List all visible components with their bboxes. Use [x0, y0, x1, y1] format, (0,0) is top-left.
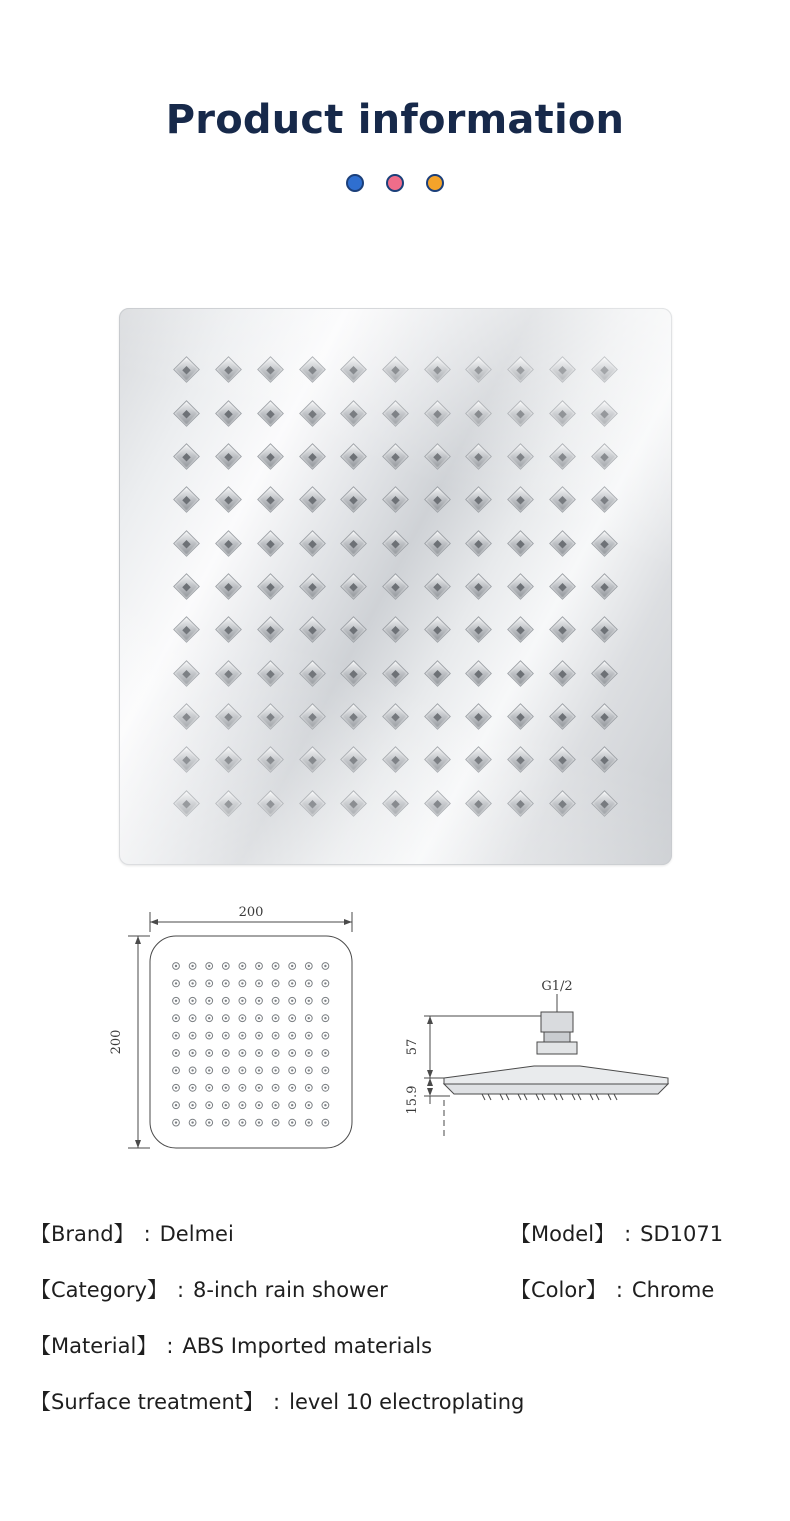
dot-orange-icon: [426, 174, 444, 192]
nozzle-icon: [340, 573, 367, 600]
nozzle-icon: [591, 660, 618, 687]
page-title: Product information: [165, 97, 625, 143]
nozzle-icon: [466, 660, 493, 687]
drawing-nozzle-center-icon: [241, 1087, 243, 1089]
nozzle-icon: [591, 747, 618, 774]
nozzle-icon: [257, 573, 284, 600]
nozzle-icon: [549, 616, 576, 643]
nozzle-icon: [257, 530, 284, 557]
nozzle-icon: [591, 443, 618, 470]
spec-value: Delmei: [159, 1222, 234, 1246]
spec-key: 【Material】: [30, 1334, 158, 1358]
spec-surface-treatment: [30, 1386, 524, 1416]
nozzle-icon: [466, 703, 493, 730]
drawing-nozzle-center-icon: [324, 965, 326, 967]
nozzle-icon: [424, 790, 451, 817]
spec-model: [510, 1218, 723, 1248]
spec-colon: :: [143, 1222, 151, 1246]
nozzle-icon: [299, 703, 326, 730]
nozzle-icon: [424, 747, 451, 774]
drawing-nozzle-center-icon: [308, 982, 310, 984]
spec-value: level 10 electroplating: [289, 1390, 525, 1414]
nozzle-icon: [299, 660, 326, 687]
nozzle-icon: [424, 486, 451, 513]
spec-colon: :: [176, 1278, 185, 1302]
nozzle-icon: [507, 703, 534, 730]
nozzle-icon: [215, 660, 242, 687]
nozzle-icon: [257, 356, 284, 383]
nozzle-icon: [382, 530, 409, 557]
nozzle-icon: [591, 573, 618, 600]
nozzle-icon: [507, 530, 534, 557]
nozzle-icon: [215, 443, 242, 470]
front-height-label: 200: [109, 1029, 124, 1055]
nozzle-icon: [549, 486, 576, 513]
drawing-nozzle-center-icon: [191, 1034, 193, 1036]
drawing-nozzle-center-icon: [175, 1087, 177, 1089]
drawing-nozzle-center-icon: [208, 1034, 210, 1036]
nozzle-icon: [507, 660, 534, 687]
spec-colon: :: [166, 1334, 174, 1358]
drawing-nozzle-center-icon: [191, 1121, 193, 1123]
drawing-nozzle-center-icon: [225, 982, 227, 984]
nozzle-icon: [549, 573, 576, 600]
nozzle-icon: [299, 616, 326, 643]
drawing-nozzle-center-icon: [241, 982, 243, 984]
nozzle-icon: [549, 790, 576, 817]
nozzle-icon: [382, 660, 409, 687]
nozzle-icon: [173, 616, 200, 643]
drawing-nozzle-center-icon: [274, 1017, 276, 1019]
drawing-nozzle-center-icon: [324, 1034, 326, 1036]
nozzle-icon: [173, 573, 200, 600]
drawing-nozzle-center-icon: [175, 965, 177, 967]
nozzle-icon: [340, 486, 367, 513]
drawing-nozzle-center-icon: [258, 1087, 260, 1089]
nozzle-icon: [424, 400, 451, 427]
dot-pink-icon: [386, 174, 404, 192]
drawing-nozzle-center-icon: [225, 1000, 227, 1002]
nozzle-icon: [549, 747, 576, 774]
drawing-nozzle-center-icon: [225, 1087, 227, 1089]
drawing-nozzle-center-icon: [291, 1034, 293, 1036]
nozzle-icon: [507, 356, 534, 383]
nozzle-icon: [257, 790, 284, 817]
nozzle-icon: [215, 747, 242, 774]
drawing-nozzle-center-icon: [308, 1052, 310, 1054]
drawing-nozzle-center-icon: [208, 1121, 210, 1123]
nozzle-icon: [299, 573, 326, 600]
nozzle-grid: [166, 348, 625, 825]
drawing-nozzle-center-icon: [225, 965, 227, 967]
spec-value: SD1071: [640, 1222, 724, 1246]
drawing-nozzle-center-icon: [291, 1069, 293, 1071]
drawing-nozzle-center-icon: [274, 1121, 276, 1123]
spec-key: 【Surface treatment】: [30, 1390, 265, 1414]
drawing-nozzle-center-icon: [241, 1052, 243, 1054]
drawing-nozzle-center-icon: [208, 1000, 210, 1002]
nozzle-icon: [173, 790, 200, 817]
drawing-nozzle-center-icon: [274, 982, 276, 984]
nozzle-icon: [173, 443, 200, 470]
nozzle-icon: [173, 703, 200, 730]
spec-value: 8-inch rain shower: [193, 1278, 388, 1302]
nozzle-icon: [466, 356, 493, 383]
nozzle-icon: [507, 616, 534, 643]
nozzle-icon: [382, 443, 409, 470]
drawing-nozzle-center-icon: [191, 1087, 193, 1089]
nozzle-icon: [549, 400, 576, 427]
spec-value: ABS Imported materials: [182, 1334, 433, 1358]
nozzle-icon: [466, 573, 493, 600]
nozzle-icon: [173, 530, 200, 557]
nozzle-icon: [466, 616, 493, 643]
nozzle-icon: [591, 790, 618, 817]
nozzle-icon: [215, 356, 242, 383]
decorative-dots: [0, 174, 790, 192]
nozzle-icon: [340, 616, 367, 643]
drawing-nozzle-center-icon: [308, 965, 310, 967]
drawing-nozzle-center-icon: [225, 1104, 227, 1106]
drawing-nozzle-center-icon: [291, 1052, 293, 1054]
drawing-nozzle-center-icon: [291, 1000, 293, 1002]
nozzle-icon: [507, 790, 534, 817]
nozzle-icon: [340, 356, 367, 383]
drawing-nozzle-center-icon: [308, 1087, 310, 1089]
drawing-nozzle-center-icon: [308, 1017, 310, 1019]
drawing-nozzle-center-icon: [191, 1017, 193, 1019]
spec-key: 【Category】: [30, 1278, 168, 1302]
spec-list: [30, 1218, 770, 1442]
nozzle-icon: [466, 747, 493, 774]
drawing-nozzle-center-icon: [324, 1104, 326, 1106]
drawing-nozzle-center-icon: [291, 1017, 293, 1019]
front-width-label: 200: [238, 905, 264, 920]
nozzle-icon: [382, 790, 409, 817]
nozzle-icon: [382, 747, 409, 774]
dot-blue-icon: [346, 174, 364, 192]
nozzle-icon: [299, 486, 326, 513]
spec-row: [30, 1386, 770, 1416]
drawing-nozzle-center-icon: [241, 1104, 243, 1106]
nozzle-icon: [507, 573, 534, 600]
nozzle-icon: [257, 400, 284, 427]
nozzle-icon: [340, 530, 367, 557]
drawing-nozzle-center-icon: [175, 1104, 177, 1106]
drawing-nozzle-center-icon: [258, 1104, 260, 1106]
drawing-nozzle-center-icon: [175, 1052, 177, 1054]
drawing-nozzle-center-icon: [291, 1121, 293, 1123]
drawing-nozzle-center-icon: [274, 1104, 276, 1106]
drawing-nozzle-center-icon: [241, 965, 243, 967]
spec-brand: [30, 1218, 510, 1248]
drawing-nozzle-center-icon: [191, 1104, 193, 1106]
nozzle-icon: [299, 790, 326, 817]
drawing-nozzle-center-icon: [175, 1069, 177, 1071]
nozzle-icon: [382, 616, 409, 643]
nozzle-icon: [424, 573, 451, 600]
drawing-nozzle-center-icon: [208, 1104, 210, 1106]
nozzle-icon: [257, 616, 284, 643]
nozzle-icon: [173, 747, 200, 774]
drawing-nozzle-center-icon: [274, 1000, 276, 1002]
nozzle-icon: [340, 400, 367, 427]
nozzle-icon: [215, 400, 242, 427]
drawing-nozzle-center-icon: [324, 1121, 326, 1123]
product-photo: [119, 308, 672, 865]
nozzle-icon: [591, 530, 618, 557]
drawing-nozzle-center-icon: [208, 1052, 210, 1054]
drawing-nozzle-center-icon: [175, 1017, 177, 1019]
nozzle-icon: [382, 703, 409, 730]
nozzle-icon: [215, 486, 242, 513]
nozzle-icon: [549, 703, 576, 730]
nozzle-icon: [507, 400, 534, 427]
nozzle-icon: [257, 660, 284, 687]
drawing-nozzle-center-icon: [258, 965, 260, 967]
nozzle-icon: [466, 443, 493, 470]
drawing-nozzle-center-icon: [225, 1121, 227, 1123]
nozzle-icon: [340, 443, 367, 470]
drawing-nozzle-center-icon: [324, 1069, 326, 1071]
nozzle-icon: [549, 530, 576, 557]
nozzle-icon: [591, 356, 618, 383]
drawing-nozzle-center-icon: [191, 1052, 193, 1054]
drawing-nozzle-center-icon: [258, 1034, 260, 1036]
drawing-nozzle-center-icon: [291, 1087, 293, 1089]
side-thickness-label: 15.9: [405, 1085, 420, 1115]
spec-colon: :: [615, 1278, 623, 1302]
side-height-label: 57: [405, 1038, 420, 1056]
drawing-nozzle-center-icon: [175, 1034, 177, 1036]
drawing-nozzle-center-icon: [241, 1121, 243, 1123]
nozzle-icon: [340, 790, 367, 817]
nozzle-icon: [424, 530, 451, 557]
drawing-nozzle-center-icon: [308, 1121, 310, 1123]
drawing-nozzle-center-icon: [191, 965, 193, 967]
nozzle-icon: [215, 530, 242, 557]
nozzle-icon: [299, 530, 326, 557]
spec-key: 【Brand】: [30, 1222, 135, 1246]
drawing-nozzle-center-icon: [241, 1000, 243, 1002]
nozzle-icon: [257, 747, 284, 774]
nozzle-icon: [424, 443, 451, 470]
nozzle-icon: [173, 356, 200, 383]
spec-value: Chrome: [631, 1278, 715, 1302]
shower-head-plate: [119, 308, 672, 865]
drawing-nozzle-center-icon: [274, 965, 276, 967]
nozzle-icon: [382, 400, 409, 427]
nozzle-icon: [299, 400, 326, 427]
nozzle-icon: [340, 747, 367, 774]
drawing-nozzle-center-icon: [258, 1000, 260, 1002]
drawing-nozzle-center-icon: [225, 1034, 227, 1036]
nozzle-icon: [549, 356, 576, 383]
drawing-nozzle-center-icon: [258, 1069, 260, 1071]
drawing-nozzle-center-icon: [274, 1034, 276, 1036]
drawing-nozzle-center-icon: [208, 982, 210, 984]
nozzle-icon: [591, 703, 618, 730]
nozzle-icon: [507, 747, 534, 774]
nozzle-icon: [173, 660, 200, 687]
drawing-nozzle-center-icon: [225, 1069, 227, 1071]
nozzle-icon: [299, 356, 326, 383]
drawing-nozzle-center-icon: [225, 1017, 227, 1019]
drawing-nozzle-center-icon: [324, 1052, 326, 1054]
drawing-nozzle-center-icon: [258, 1121, 260, 1123]
spec-color: [510, 1274, 714, 1304]
drawing-nozzle-center-icon: [191, 982, 193, 984]
drawing-nozzle-center-icon: [175, 982, 177, 984]
drawing-nozzle-center-icon: [274, 1087, 276, 1089]
drawing-nozzle-center-icon: [258, 1017, 260, 1019]
spec-colon: :: [624, 1222, 632, 1246]
drawing-nozzle-center-icon: [208, 1069, 210, 1071]
nozzle-icon: [215, 703, 242, 730]
drawing-nozzle-center-icon: [241, 1017, 243, 1019]
nozzle-icon: [591, 486, 618, 513]
nozzle-icon: [466, 486, 493, 513]
thread-size-label: G1/2: [541, 979, 573, 994]
technical-drawings: [0, 890, 790, 1200]
nozzle-icon: [424, 356, 451, 383]
nozzle-icon: [382, 356, 409, 383]
drawing-nozzle-center-icon: [191, 1000, 193, 1002]
nozzle-icon: [549, 660, 576, 687]
nozzle-icon: [549, 443, 576, 470]
nozzle-icon: [257, 486, 284, 513]
drawing-nozzle-center-icon: [175, 1000, 177, 1002]
drawing-nozzle-center-icon: [225, 1052, 227, 1054]
drawing-nozzle-center-icon: [291, 965, 293, 967]
drawing-nozzle-center-icon: [274, 1069, 276, 1071]
nozzle-icon: [424, 660, 451, 687]
nozzle-icon: [173, 400, 200, 427]
drawing-nozzle-center-icon: [208, 1017, 210, 1019]
drawing-nozzle-center-icon: [308, 1034, 310, 1036]
nozzle-icon: [424, 616, 451, 643]
nozzle-icon: [466, 400, 493, 427]
spec-material: [30, 1330, 432, 1360]
nozzle-icon: [340, 703, 367, 730]
nozzle-icon: [591, 400, 618, 427]
spec-row: [30, 1274, 770, 1304]
drawing-nozzle-center-icon: [241, 1069, 243, 1071]
nozzle-icon: [382, 573, 409, 600]
drawing-nozzle-center-icon: [308, 1104, 310, 1106]
drawing-nozzle-center-icon: [308, 1069, 310, 1071]
drawing-nozzle-center-icon: [324, 982, 326, 984]
drawing-nozzle-center-icon: [191, 1069, 193, 1071]
nozzle-icon: [215, 616, 242, 643]
nozzle-icon: [257, 703, 284, 730]
drawing-nozzle-center-icon: [324, 1087, 326, 1089]
drawing-nozzle-center-icon: [291, 982, 293, 984]
spec-row: [30, 1218, 770, 1248]
drawing-nozzle-center-icon: [258, 982, 260, 984]
drawing-nozzle-center-icon: [308, 1000, 310, 1002]
nozzle-icon: [466, 530, 493, 557]
nozzle-icon: [340, 660, 367, 687]
drawing-nozzle-center-icon: [291, 1104, 293, 1106]
drawing-nozzle-center-icon: [324, 1017, 326, 1019]
nozzle-icon: [173, 486, 200, 513]
drawing-nozzle-center-icon: [208, 1087, 210, 1089]
nozzle-icon: [424, 703, 451, 730]
drawing-nozzle-center-icon: [258, 1052, 260, 1054]
drawing-nozzle-center-icon: [324, 1000, 326, 1002]
spec-key: 【Color】: [510, 1278, 607, 1302]
nozzle-icon: [591, 616, 618, 643]
nozzle-icon: [382, 486, 409, 513]
nozzle-icon: [257, 443, 284, 470]
nozzle-icon: [507, 486, 534, 513]
spec-row: [30, 1330, 770, 1360]
nozzle-icon: [299, 443, 326, 470]
nozzle-icon: [215, 790, 242, 817]
drawing-nozzle-center-icon: [208, 965, 210, 967]
nozzle-icon: [466, 790, 493, 817]
drawing-nozzle-center-icon: [175, 1121, 177, 1123]
spec-key: 【Model】: [510, 1222, 616, 1246]
drawing-nozzle-center-icon: [241, 1034, 243, 1036]
nozzle-icon: [215, 573, 242, 600]
nozzle-icon: [507, 443, 534, 470]
drawing-nozzle-center-icon: [274, 1052, 276, 1054]
nozzle-icon: [299, 747, 326, 774]
spec-category: [30, 1274, 510, 1304]
spec-colon: :: [273, 1390, 281, 1414]
